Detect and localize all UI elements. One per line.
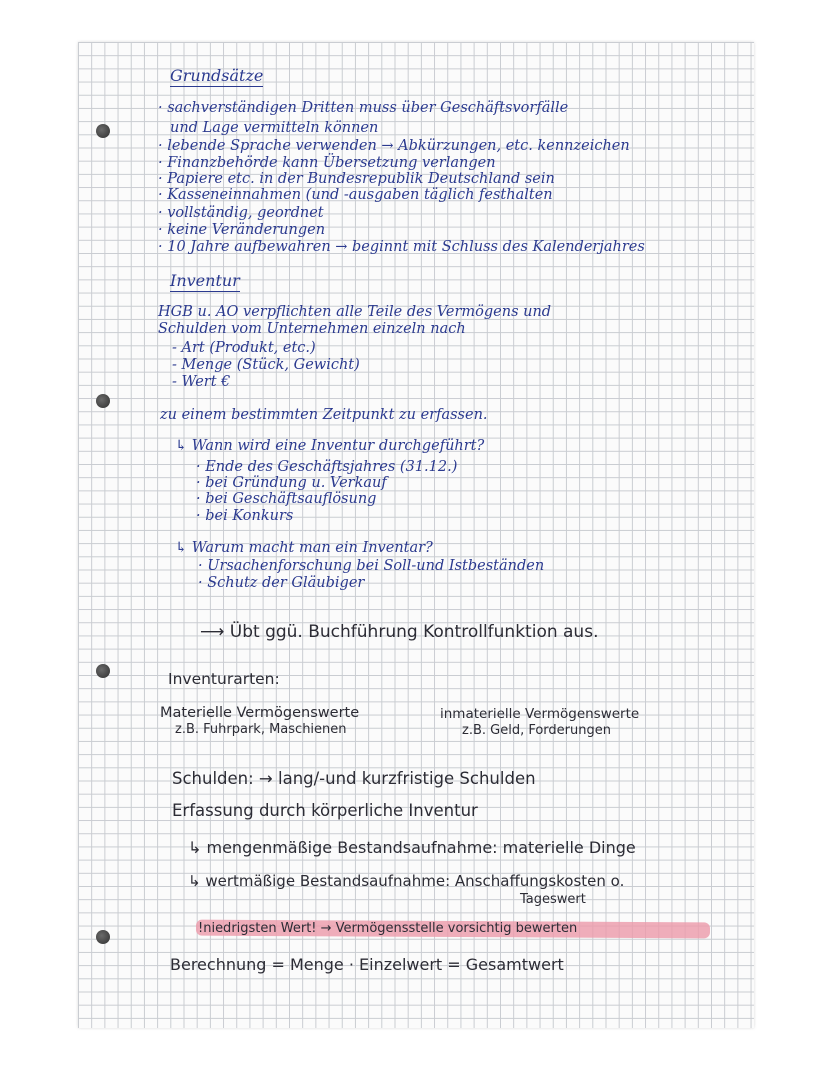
column-example-left: z.B. Fuhrpark, Maschienen [175, 722, 347, 737]
list-item: - Art (Produkt, etc.) [172, 340, 316, 356]
highlighted-note: !niedrigsten Wert! → Vermögensstelle vorsichtig bewerten [198, 921, 578, 936]
paragraph-line: Schulden: → lang/-und kurzfristige Schulden [172, 769, 536, 788]
list-item: · Papiere etc. in der Bundesrepublik Deutschland sein [158, 171, 555, 187]
list-item: · Schutz der Gläubiger [198, 575, 365, 591]
section-heading-inventurarten: Inventurarten: [168, 670, 280, 688]
list-item: · Ursachenforschung bei Soll-und Istbeständen [198, 558, 545, 574]
formula: Berechnung = Menge · Einzelwert = Gesamtwert [170, 955, 564, 974]
list-item: · 10 Jahre aufbewahren → beginnt mit Schluss des Kalenderjahres [158, 239, 645, 255]
list-item-continuation: Tageswert [520, 892, 586, 907]
question: ↳ Wann wird eine Inventur durchgeführt? [175, 438, 485, 454]
paragraph-line: HGB u. AO verpflichten alle Teile des Vermögens und [158, 304, 552, 320]
paragraph-line: zu einem bestimmten Zeitpunkt zu erfassen. [160, 407, 488, 423]
column-example-right: z.B. Geld, Forderungen [462, 723, 611, 738]
list-item: und Lage vermitteln können [170, 120, 379, 136]
list-item: ↳ wertmäßige Bestandsaufnahme: Anschaffungskosten o. [188, 872, 625, 890]
list-item: - Wert € [172, 374, 231, 390]
list-item: - Menge (Stück, Gewicht) [172, 357, 360, 373]
list-item: · lebende Sprache verwenden → Abkürzungen, etc. kennzeichen [158, 138, 630, 154]
summary-note: ⟶ Übt ggü. Buchführung Kontrollfunktion aus. [200, 622, 599, 642]
list-item: · vollständig, geordnet [158, 205, 324, 221]
paragraph-line: Schulden vom Unternehmen einzeln nach [158, 321, 466, 337]
punch-hole [96, 124, 110, 138]
punch-hole [96, 930, 110, 944]
punch-hole [96, 394, 110, 408]
punch-hole [96, 664, 110, 678]
list-item: · Ende des Geschäftsjahres (31.12.) [196, 459, 458, 475]
list-item: · bei Geschäftsauflösung [196, 491, 377, 507]
list-item: · Kasseneinnahmen (und -ausgaben täglich festhalten [158, 187, 553, 203]
list-item: ↳ mengenmäßige Bestandsaufnahme: materielle Dinge [188, 838, 636, 857]
page-title: Grundsätze [170, 66, 264, 85]
list-item: · bei Konkurs [196, 508, 294, 524]
list-item: · sachverständigen Dritten muss über Geschäftsvorfälle [158, 100, 569, 116]
question: ↳ Warum macht man ein Inventar? [175, 540, 433, 556]
list-item: · keine Veränderungen [158, 222, 326, 238]
section-heading-inventur: Inventur [170, 271, 240, 290]
paragraph-line: Erfassung durch körperliche Inventur [172, 801, 478, 820]
list-item: · bei Gründung u. Verkauf [196, 475, 387, 491]
column-title-right: inmaterielle Vermögenswerte [440, 706, 640, 722]
list-item: · Finanzbehörde kann Übersetzung verlangen [158, 155, 496, 171]
column-title-left: Materielle Vermögenswerte [160, 705, 360, 721]
